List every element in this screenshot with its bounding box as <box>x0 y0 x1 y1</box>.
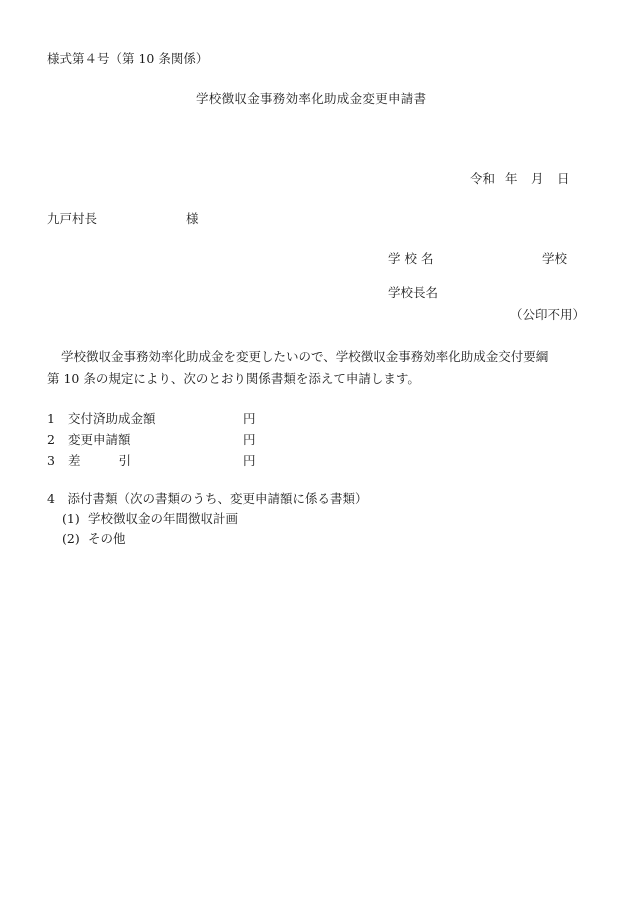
date-month-unit: 月 <box>531 171 544 186</box>
form-number: 様式第４号（第 10 条関係） <box>47 51 209 66</box>
seal-note: （公印不用） <box>510 307 586 322</box>
school-name-label: 学校名 <box>388 251 438 266</box>
item-label: 交付済助成金額 <box>68 411 156 426</box>
list-item-number: (1) <box>62 511 80 526</box>
item-unit: 円 <box>243 411 256 426</box>
item-label <box>68 455 131 468</box>
date-year-unit: 年 <box>505 171 518 186</box>
date-day-unit: 日 <box>557 171 570 186</box>
body-line-2: 第 10 条の規定により、次のとおり関係書類を添えて申請します。 <box>47 371 420 386</box>
list-item-text: その他 <box>88 531 126 546</box>
school-name-suffix: 学校 <box>542 251 568 266</box>
body-line-1: 学校徴収金事務効率化助成金を変更したいので、学校徴収金事務効率化助成金交付要綱 <box>61 349 549 364</box>
item-number: 3 <box>47 453 55 468</box>
item-unit: 円 <box>243 453 256 468</box>
principal-name-label: 学校長名 <box>388 285 439 300</box>
item-unit: 円 <box>243 432 256 447</box>
item-label: 変更申請額 <box>68 432 131 447</box>
list-item <box>62 513 238 526</box>
list-item <box>62 533 126 546</box>
item-number: 2 <box>47 432 55 447</box>
addressee-honorific: 様 <box>186 211 199 226</box>
list-item-text: 学校徴収金の年間徴収計画 <box>88 511 239 526</box>
item-label-part-a: 差 <box>68 453 81 468</box>
item-number: 1 <box>47 411 55 426</box>
list-item-number: (2) <box>62 531 80 546</box>
item-label-part-b: 引 <box>118 453 132 468</box>
attachments-heading: 4 添付書類（次の書類のうち、変更申請額に係る書類） <box>47 491 368 506</box>
addressee-name: 九戸村長 <box>47 211 98 226</box>
date-era: 令和 <box>470 171 496 186</box>
document-title: 学校徴収金事務効率化助成金変更申請書 <box>196 91 427 106</box>
